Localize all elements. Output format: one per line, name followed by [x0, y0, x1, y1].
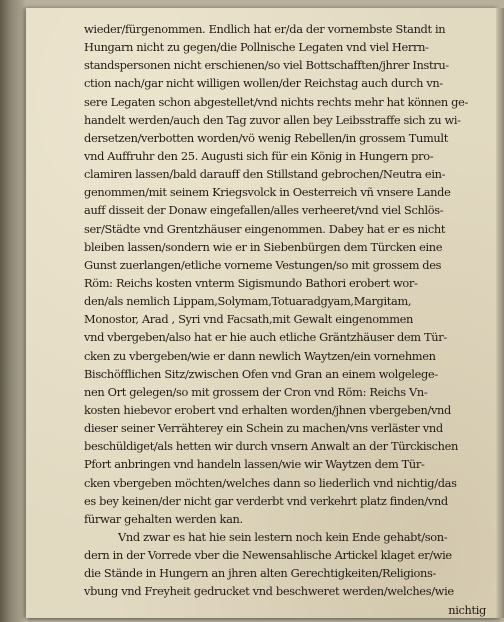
text-line: ction nach/gar nicht willigen wollen/der Reichstag auch durch vn-	[84, 76, 443, 91]
book-page	[26, 8, 498, 618]
text-line: wieder/fürgenommen. Endlich hat er/da der vornembste Standt in	[84, 22, 446, 36]
page-edge-shadow	[496, 8, 504, 618]
page-text-block	[84, 20, 488, 619]
text-line: Gunst zuerlangen/etliche vorneme Vestungen/so mit grossem des	[84, 257, 442, 272]
text-line: beschüldiget/als hetten wir durch vnsern Anwalt an der Türckischen	[84, 439, 459, 454]
text-line: Röm: Reichs kosten vnterm Sigismundo Bathori erobert wor-	[84, 275, 418, 290]
text-line: Pfort anbringen vnd handeln lassen/wie wir Waytzen dem Tür-	[84, 457, 425, 472]
text-line: Bischöfflichen Sitz/zwischen Ofen vnd Gran an einem wolgelege-	[84, 366, 438, 381]
text-line: den/als nemlich Lippam,Solymam,Totuaradgyam,Margitam,	[84, 294, 412, 309]
text-line: bleiben lassen/sondern wie er in Siebenbürgen dem Türcken eine	[84, 239, 443, 254]
text-line: nen Ort gelegen/so mit grossem der Cron vnd Röm: Reichs Vn-	[84, 384, 428, 399]
paragraph-start-line: Vnd zwar es hat hie sein lestern noch kein Ende gehabt/son-	[118, 529, 448, 544]
text-line: dern in der Vorrede vber die Newensahlische Artickel klaget er/wie	[84, 548, 452, 563]
text-line: clamiren lassen/bald darauff den Stillstand gebrochen/Neutra ein-	[84, 167, 446, 182]
text-line: die Stände in Hungern an jhren alten Gerechtigkeiten/Religions-	[84, 566, 436, 581]
text-line: Monostor, Arad , Syri vnd Facsath,mit Gewalt eingenommen	[84, 312, 414, 327]
text-line: kosten hiebevor erobert vnd erhalten worden/jhnen vbergeben/vnd	[84, 402, 451, 417]
text-line: ser/Städte vnd Grentzhäuser eingenommen. Dabey hat er es nicht	[84, 221, 446, 236]
catchword: nichtig	[448, 602, 486, 617]
text-line: dieser seiner Verrähterey ein Schein zu machen/vns verläster vnd	[84, 421, 443, 436]
text-line: vnd vbergeben/also hat er hie auch etliche Gräntzhäuser dem Tür-	[84, 330, 447, 345]
text-line: vnd Auffruhr den 25. Augusti sich für ein König in Hungern pro-	[84, 148, 434, 163]
text-line: cken vbergeben möchten/welches dann so liederlich vnd nichtig/das	[84, 475, 457, 490]
text-line: handelt werden/auch den Tag zuvor allen bey Leibsstraffe sich zu wi-	[84, 112, 461, 127]
text-line: standspersonen nicht erschienen/so viel Bottschafften/jhrer Instru-	[84, 58, 449, 73]
text-line: es bey keinen/der nicht gar verderbt vnd verkehrt platz finden/vnd	[84, 493, 448, 508]
text-line: dersetzen/verbotten worden/vö wenig Rebellen/in grossem Tumult	[84, 130, 448, 145]
text-line: sere Legaten schon abgestellet/vnd nichts rechts mehr hat können ge-	[84, 94, 468, 109]
text-line: fürwar gehalten werden kan.	[84, 511, 243, 526]
text-line: auff disseit der Donaw eingefallen/alles verheeret/vnd viel Schlös-	[84, 203, 444, 218]
text-line: Hungarn nicht zu gegen/die Pollnische Legaten vnd viel Herrn-	[84, 40, 429, 55]
text-line: vbung vnd Freyheit gedrucket vnd beschweret werden/welches/wie	[84, 584, 454, 599]
text-line: cken zu vbergeben/wie er dann newlich Waytzen/ein vornehmen	[84, 348, 436, 363]
text-line: genommen/mit seinem Kriegsvolck in Oesterreich vñ vnsere Lande	[84, 185, 451, 200]
